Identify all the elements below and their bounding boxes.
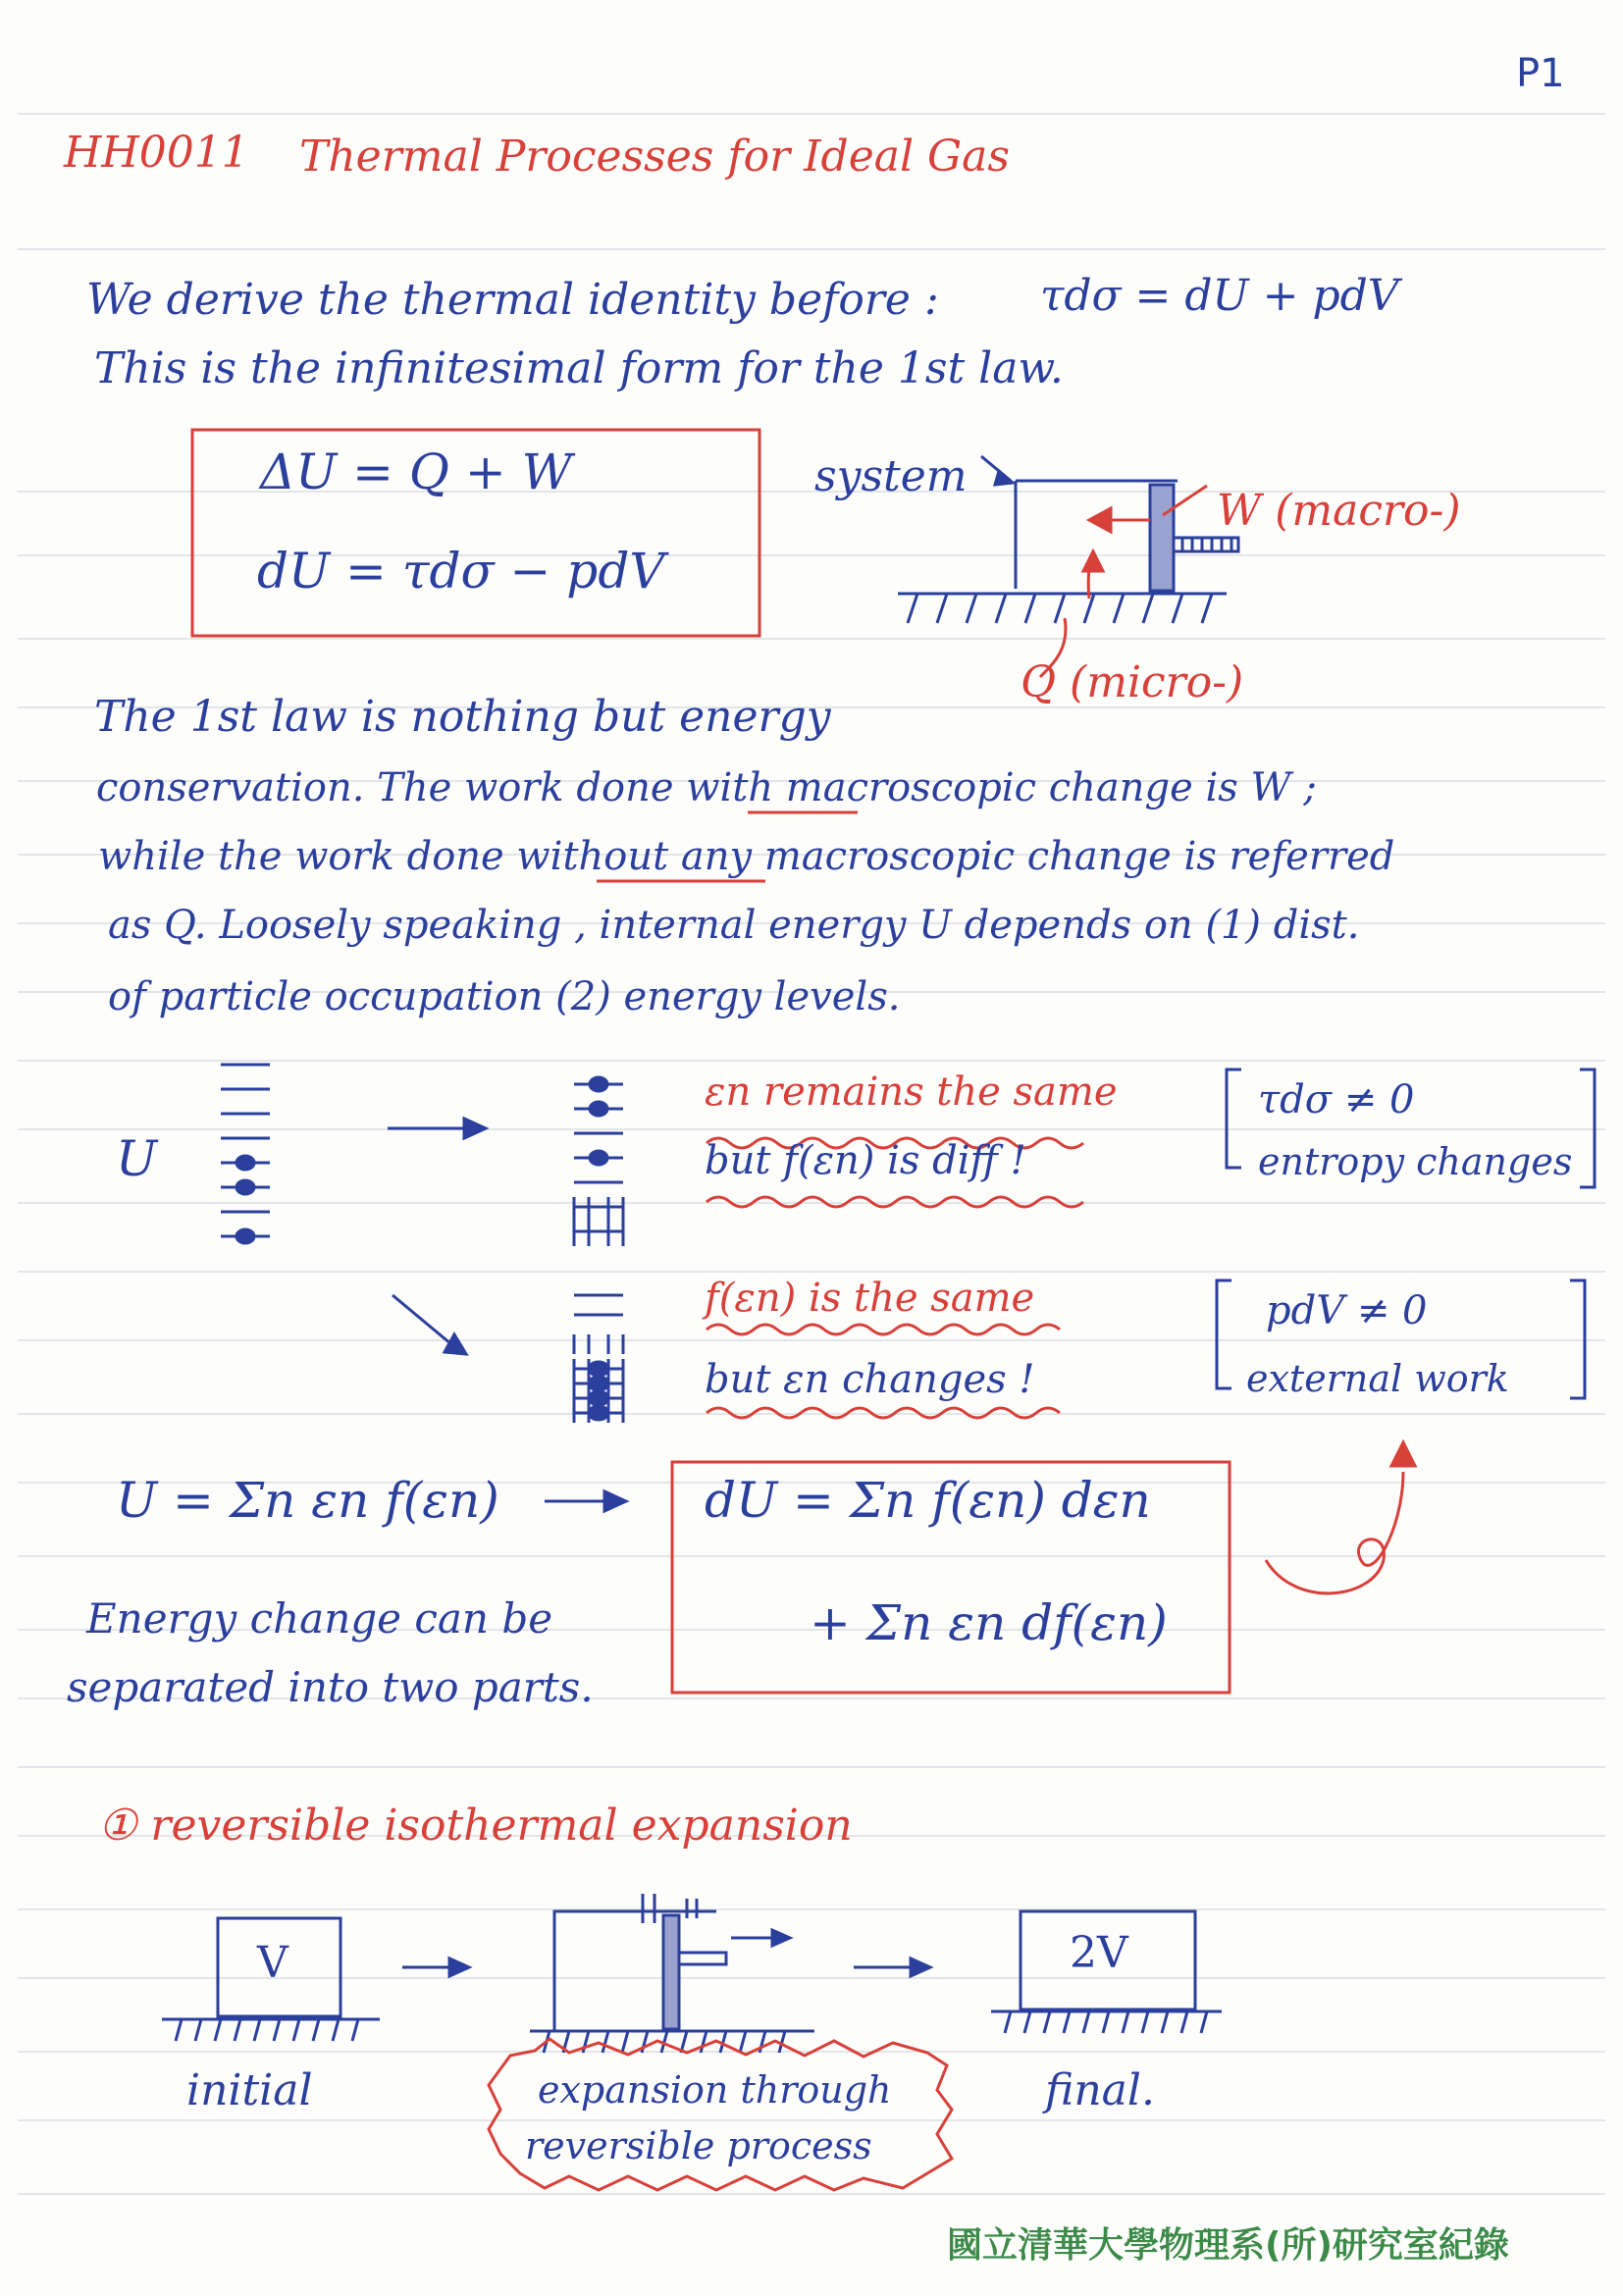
energy-sum: U = Σn εn f(εn) <box>116 1472 499 1529</box>
q-micro-label: Q (micro-) <box>1021 657 1244 707</box>
du-eq-line-2: + Σn εn df(εn) <box>810 1594 1168 1651</box>
paragraph-line-1: The 1st law is nothing but energy <box>94 692 831 742</box>
first-law-eq-2: dU = τdσ − pdV <box>257 543 665 600</box>
final-label: final. <box>1045 2065 1155 2115</box>
case1-line-1: εn remains the same <box>705 1070 1118 1115</box>
section-1-heading: ① reversible isothermal expansion <box>98 1800 853 1851</box>
paragraph-line-3: while the work done without any macroscopic change is referred <box>98 834 1395 879</box>
first-law-eq-1: ΔU = Q + W <box>260 444 572 500</box>
intro-line-1: We derive the thermal identity before : <box>86 275 939 325</box>
bubble-line-1: expansion through <box>538 2068 892 2112</box>
case2-line-2: but εn changes ! <box>705 1357 1035 1402</box>
energy-note-1: Energy change can be <box>86 1594 553 1643</box>
system-label: system <box>814 451 968 501</box>
paragraph-line-5: of particle occupation (2) energy levels. <box>108 974 901 1019</box>
paragraph-line-2-text: conservation. The work done with macroscopic change is W ; <box>96 765 1317 810</box>
case1-bracket-2: entropy changes <box>1258 1140 1573 1183</box>
final-box-label: 2V <box>1070 1928 1128 1978</box>
note-code: HH0011 <box>64 128 249 178</box>
case2-line-1: f(εn) is the same <box>705 1276 1035 1321</box>
initial-box-label: V <box>257 1938 288 1988</box>
w-macro-label: W (macro-) <box>1217 486 1461 536</box>
case2-bracket-1: pdV ≠ 0 <box>1266 1288 1428 1333</box>
u-label: U <box>116 1130 158 1187</box>
case1-bracket-1: τdσ ≠ 0 <box>1258 1077 1415 1122</box>
intro-line-2: This is the infinitesimal form for the 1st law. <box>94 343 1064 393</box>
energy-note-2: separated into two parts. <box>67 1663 594 1711</box>
initial-label: initial <box>186 2065 313 2115</box>
case2-bracket-2: external work <box>1246 1357 1509 1400</box>
page-number: P1 <box>1516 51 1565 96</box>
du-eq-line-1: dU = Σn f(εn) dεn <box>705 1472 1151 1529</box>
bubble-line-2: reversible process <box>525 2124 872 2167</box>
thermal-identity: τdσ = dU + pdV <box>1040 271 1399 321</box>
case1-line-2: but f(εn) is diff ! <box>705 1138 1026 1183</box>
footer-institution: 國立清華大學物理系(所)研究室紀錄 <box>947 2225 1509 2266</box>
paragraph-line-4: as Q. Loosely speaking , internal energy U depends on (1) dist. <box>108 903 1360 948</box>
page-title: Thermal Processes for Ideal Gas <box>299 131 1010 182</box>
